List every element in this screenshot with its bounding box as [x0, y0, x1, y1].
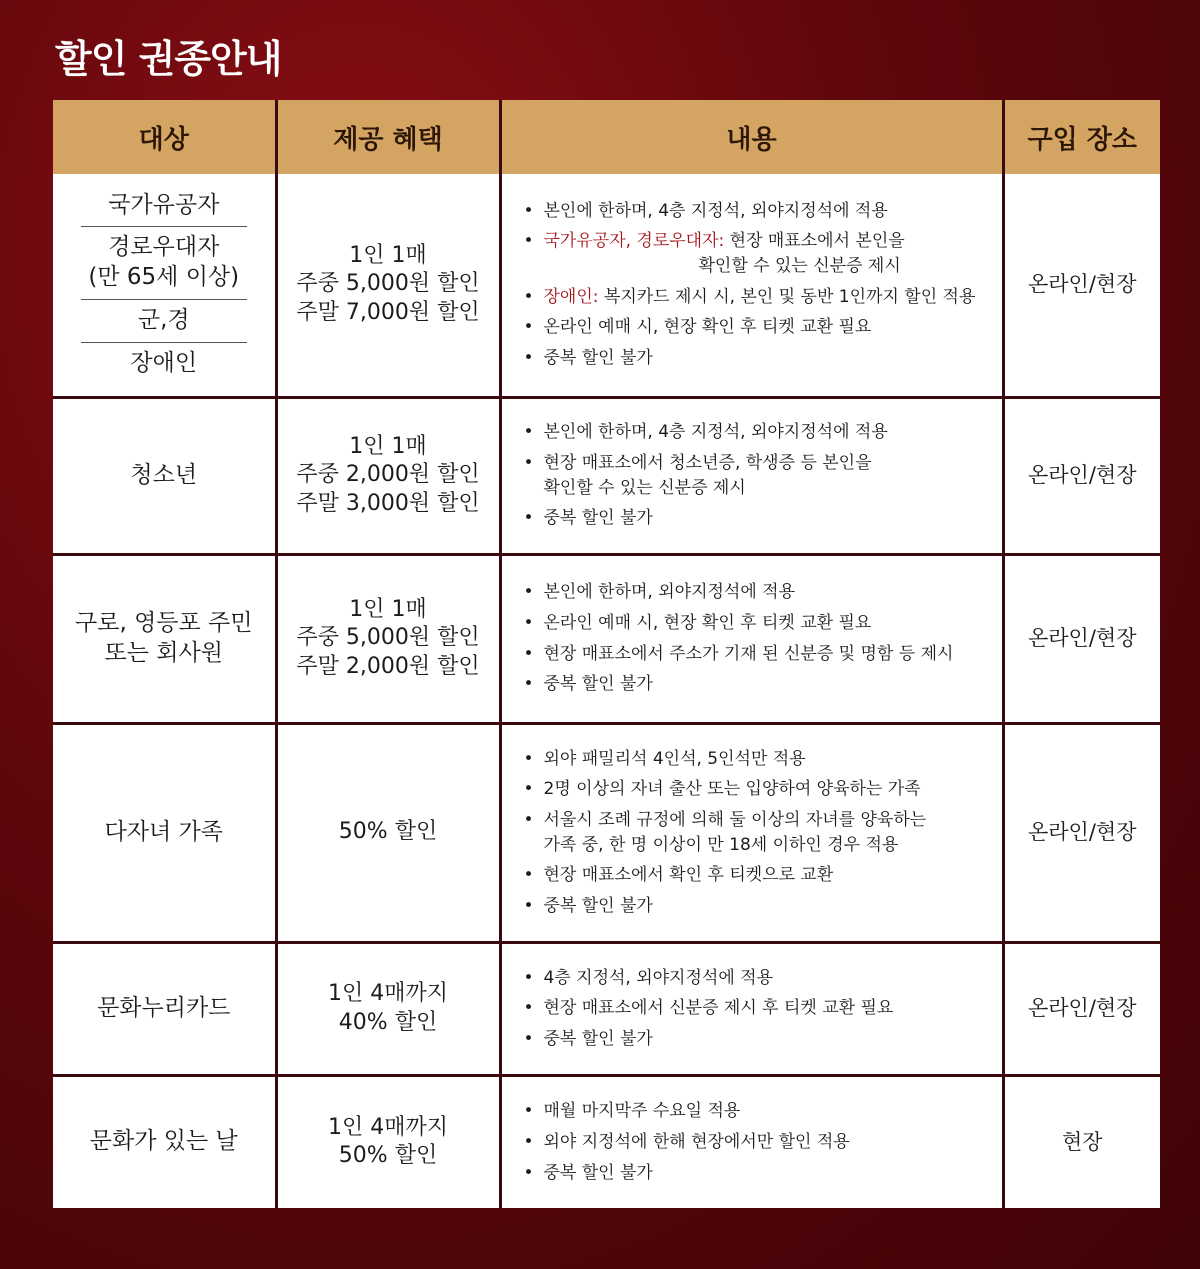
content-text: 확인할 수 있는 신분증 제시: [543, 477, 746, 498]
table-row: [53, 942, 1160, 1075]
content-cell: [500, 554, 1003, 723]
benefit-line: 50% 할인: [338, 819, 438, 845]
table-row: [53, 397, 1160, 554]
content-item: • 중복 할인 불가: [524, 506, 992, 531]
content-text: 현장 매표소에서 청소년증, 학생증 등 본인을: [543, 452, 872, 473]
content-text: 복지카드 제시 시, 본인 및 동반 1인까지 할인 적용: [603, 286, 976, 307]
target-line: 또는 회사원: [104, 639, 223, 666]
content-item: • 4층 지정석, 외야지정석에 적용: [524, 966, 992, 991]
target-cell: 문화누리카드: [53, 942, 276, 1075]
content-item: • 온라인 예매 시, 현장 확인 후 티켓 교환 필요: [524, 611, 992, 636]
content-item: • 외야 지정석에 한해 현장에서만 할인 적용: [524, 1130, 992, 1155]
place-cell: 온라인/현장: [1003, 397, 1160, 554]
target-cell: 문화가 있는 날: [53, 1075, 276, 1208]
benefit-cell: [276, 942, 500, 1075]
header-content: 내용: [500, 100, 1003, 174]
table-row: [53, 1075, 1160, 1208]
content-item: [524, 451, 992, 500]
content-item: [524, 285, 992, 310]
benefit-cell: [276, 174, 500, 397]
target-cell: 청소년: [53, 397, 276, 554]
content-item: • 본인에 한하며, 4층 지정석, 외야지정석에 적용: [524, 199, 992, 224]
content-text: 확인할 수 있는 신분증 제시: [698, 256, 901, 277]
place-cell: 온라인/현장: [1003, 174, 1160, 397]
place-cell: 온라인/현장: [1003, 554, 1160, 723]
content-item: • 중복 할인 불가: [524, 672, 992, 697]
target-line: (만 65세 이상): [88, 264, 240, 291]
content-item: • 현장 매표소에서 확인 후 티켓으로 교환: [524, 863, 992, 888]
benefit-line: 주말 3,000원 할인: [296, 490, 480, 516]
content-item: • 현장 매표소에서 신분증 제시 후 티켓 교환 필요: [524, 996, 992, 1021]
place-cell: 온라인/현장: [1003, 723, 1160, 942]
benefit-line: 주중 5,000원 할인: [296, 271, 480, 297]
content-label: 국가유공자, 경로우대자:: [543, 231, 725, 252]
target-item: 국가유공자: [108, 191, 220, 218]
content-item: • 중복 할인 불가: [524, 894, 992, 919]
place-cell: 온라인/현장: [1003, 942, 1160, 1075]
content-cell: [500, 942, 1003, 1075]
page-title: 할인 권종안내: [55, 37, 282, 81]
target-cell: [53, 174, 276, 397]
content-cell: [500, 1075, 1003, 1208]
benefit-cell: [276, 397, 500, 554]
content-item: • 외야 패밀리석 4인석, 5인석만 적용: [524, 747, 992, 772]
content-item: • 본인에 한하며, 4층 지정석, 외야지정석에 적용: [524, 420, 992, 445]
benefit-cell: [276, 554, 500, 723]
target-item: [81, 226, 247, 299]
content-cell: [500, 723, 1003, 942]
content-item: • 본인에 한하며, 외야지정석에 적용: [524, 580, 992, 605]
target-item: 장애인: [81, 342, 247, 385]
benefit-line: 주말 2,000원 할인: [296, 653, 480, 679]
content-text: 서울시 조례 규정에 의해 둘 이상의 자녀를 양육하는: [543, 809, 927, 830]
target-line: 구로, 영등포 주민: [75, 609, 253, 636]
content-item: • 온라인 예매 시, 현장 확인 후 티켓 교환 필요: [524, 315, 992, 340]
benefit-line: 1인 1매: [349, 242, 427, 268]
content-item: [524, 808, 992, 857]
benefit-line: 주중 2,000원 할인: [296, 462, 480, 488]
header-place: 구입 장소: [1003, 100, 1160, 174]
place-cell: 현장: [1003, 1075, 1160, 1208]
benefit-line: 50% 할인: [338, 1143, 438, 1169]
content-cell: [500, 397, 1003, 554]
target-item: 군,경: [81, 299, 247, 342]
content-item: • 매월 마지막주 수요일 적용: [524, 1099, 992, 1124]
target-cell: 다자녀 가족: [53, 723, 276, 942]
target-line: 경로우대자: [108, 234, 220, 261]
header-benefit: 제공 혜택: [276, 100, 500, 174]
benefit-line: 1인 4매까지: [328, 980, 448, 1006]
table-header-row: [53, 100, 1160, 174]
benefit-cell: [276, 723, 500, 942]
header-target: 대상: [53, 100, 276, 174]
discount-table: [53, 100, 1160, 1208]
content-item: • 2명 이상의 자녀 출산 또는 입양하여 양육하는 가족: [524, 777, 992, 802]
content-item: [524, 229, 992, 278]
table-row: [53, 174, 1160, 397]
table-row: [53, 723, 1160, 942]
benefit-line: 1인 1매: [349, 433, 427, 459]
content-text: 가족 중, 한 명 이상이 만 18세 이하인 경우 적용: [543, 834, 899, 855]
benefit-line: 1인 1매: [349, 596, 427, 622]
content-cell: [500, 174, 1003, 397]
content-item: • 중복 할인 불가: [524, 346, 992, 371]
benefit-line: 주중 5,000원 할인: [296, 625, 480, 651]
content-item: • 중복 할인 불가: [524, 1161, 992, 1186]
target-cell: [53, 554, 276, 723]
benefit-line: 40% 할인: [338, 1009, 438, 1035]
benefit-cell: [276, 1075, 500, 1208]
benefit-line: 1인 4매까지: [328, 1114, 448, 1140]
content-text: 현장 매표소에서 본인을: [729, 231, 905, 252]
content-item: • 중복 할인 불가: [524, 1027, 992, 1052]
content-item: • 현장 매표소에서 주소가 기재 된 신분증 및 명함 등 제시: [524, 642, 992, 667]
table-row: [53, 554, 1160, 723]
content-label: 장애인:: [543, 286, 599, 307]
benefit-line: 주말 7,000원 할인: [296, 300, 480, 326]
